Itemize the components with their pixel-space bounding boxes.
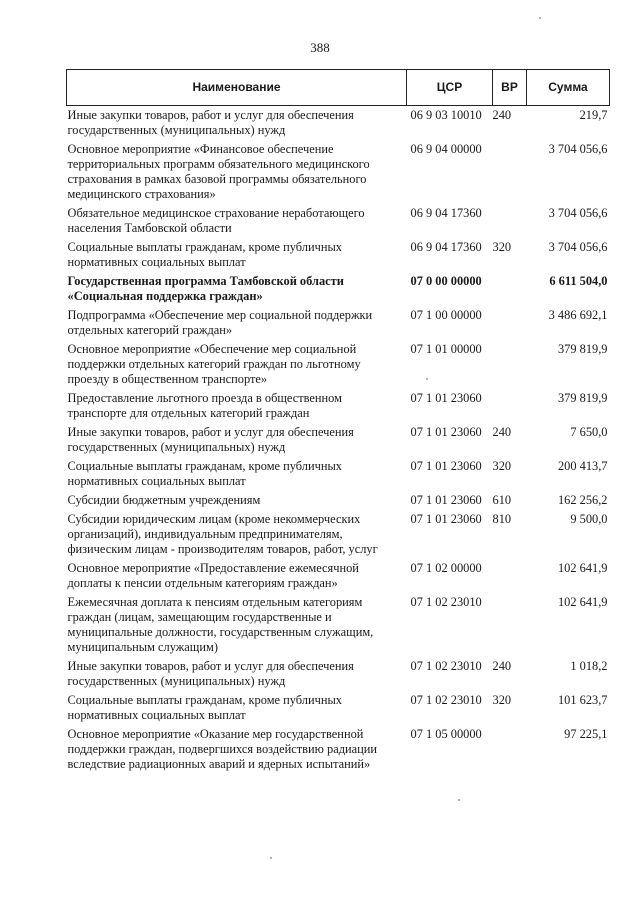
cell-vr: 320 bbox=[492, 459, 512, 473]
cell-name: Основное мероприятие «Финансовое обеспечение территориальных программ обязательного медицинского страхования в рамках базовой программы обязательного медицинского страхования» bbox=[67, 142, 370, 201]
cell-sum: 162 256,2 bbox=[557, 493, 608, 507]
cell-name: Ежемесячная доплата к пенсиям отдельным категориям граждан (лицам, замещающим государственные и муниципальные должности, государственным служащим, муниципальным служащим) bbox=[67, 595, 374, 654]
cell-sum: 3 704 056,6 bbox=[548, 142, 608, 156]
cell-csr: 07 1 01 23060 bbox=[410, 459, 482, 473]
header-vr: ВР bbox=[493, 70, 527, 106]
table-row bbox=[67, 459, 610, 493]
cell-vr bbox=[493, 595, 527, 659]
cell-name: Основное мероприятие «Обеспечение мер социальной поддержки отдельных категорий граждан по льготному проезду в общественном транспорте» bbox=[67, 342, 361, 386]
cell-name: Социальные выплаты гражданам, кроме публичных нормативных социальных выплат bbox=[67, 240, 342, 269]
cell-csr: 07 1 01 23060 bbox=[410, 425, 482, 439]
cell-name: Основное мероприятие «Оказание мер государственной поддержки граждан, подвергшихся воздействию радиации вследствие радиационных аварий и ядерных испытаний» bbox=[67, 727, 378, 771]
table-row bbox=[67, 512, 610, 561]
budget-table bbox=[66, 69, 610, 776]
cell-sum: 3 704 056,6 bbox=[548, 206, 608, 220]
table-row bbox=[67, 142, 610, 206]
table-row bbox=[67, 308, 610, 342]
cell-csr: 07 1 02 23010 bbox=[410, 595, 482, 609]
header-csr: ЦСР bbox=[407, 70, 493, 106]
cell-csr: 07 1 05 00000 bbox=[410, 727, 482, 741]
cell-name: Субсидии бюджетным учреждениям bbox=[67, 493, 261, 507]
table-row bbox=[67, 493, 610, 512]
cell-csr: 06 9 04 17360 bbox=[410, 240, 482, 254]
cell-csr: 07 0 00 00000 bbox=[410, 274, 482, 288]
table-header bbox=[67, 70, 610, 106]
cell-vr bbox=[493, 391, 527, 425]
cell-name: Социальные выплаты гражданам, кроме публичных нормативных социальных выплат bbox=[67, 693, 342, 722]
cell-sum: 1 018,2 bbox=[570, 659, 608, 673]
cell-sum: 7 650,0 bbox=[570, 425, 608, 439]
cell-vr: 320 bbox=[492, 693, 512, 707]
table-row bbox=[67, 206, 610, 240]
cell-vr: 810 bbox=[492, 512, 512, 526]
cell-sum: 97 225,1 bbox=[564, 727, 608, 741]
table-row bbox=[67, 274, 610, 308]
cell-vr bbox=[493, 274, 527, 308]
page-number: 388 bbox=[310, 40, 330, 55]
cell-vr bbox=[493, 142, 527, 206]
cell-name: Предоставление льготного проезда в общественном транспорте для отдельных категорий граждан bbox=[67, 391, 342, 420]
cell-vr bbox=[493, 561, 527, 595]
cell-vr: 610 bbox=[492, 493, 512, 507]
table-row bbox=[67, 727, 610, 776]
table-row bbox=[67, 425, 610, 459]
table-row bbox=[67, 391, 610, 425]
cell-csr: 06 9 04 17360 bbox=[410, 206, 482, 220]
cell-sum: 200 413,7 bbox=[557, 459, 608, 473]
cell-csr: 07 1 01 23060 bbox=[410, 391, 482, 405]
cell-sum: 3 704 056,6 bbox=[548, 240, 608, 254]
cell-csr: 07 1 02 23010 bbox=[410, 659, 482, 673]
cell-vr: 240 bbox=[492, 659, 512, 673]
cell-sum: 6 611 504,0 bbox=[549, 274, 608, 288]
cell-sum: 3 486 692,1 bbox=[548, 308, 608, 322]
table-row bbox=[67, 595, 610, 659]
cell-sum: 379 819,9 bbox=[557, 391, 608, 405]
cell-csr: 07 1 00 00000 bbox=[410, 308, 482, 322]
header-sum: Сумма bbox=[527, 70, 610, 106]
cell-vr: 240 bbox=[492, 425, 512, 439]
table-row bbox=[67, 659, 610, 693]
table-row bbox=[67, 561, 610, 595]
cell-name: Социальные выплаты гражданам, кроме публичных нормативных социальных выплат bbox=[67, 459, 342, 488]
cell-csr: 06 9 03 10010 bbox=[410, 108, 482, 122]
table-row bbox=[67, 693, 610, 727]
table-row bbox=[67, 240, 610, 274]
cell-csr: 07 1 01 23060 bbox=[410, 512, 482, 526]
scan-speck bbox=[270, 857, 272, 859]
scan-speck bbox=[426, 378, 428, 380]
cell-vr: 240 bbox=[492, 108, 512, 122]
cell-name: Иные закупки товаров, работ и услуг для обеспечения государственных (муниципальных) нужд bbox=[67, 108, 354, 137]
cell-csr: 07 1 02 00000 bbox=[410, 561, 482, 575]
cell-sum: 102 641,9 bbox=[557, 561, 608, 575]
cell-name: Основное мероприятие «Предоставление ежемесячной доплаты к пенсии отдельным категориям граждан» bbox=[67, 561, 359, 590]
cell-name: Иные закупки товаров, работ и услуг для обеспечения государственных (муниципальных) нужд bbox=[67, 425, 354, 454]
cell-name: Обязательное медицинское страхование неработающего населения Тамбовской области bbox=[67, 206, 365, 235]
cell-sum: 101 623,7 bbox=[557, 693, 608, 707]
table-row bbox=[67, 342, 610, 391]
scan-speck bbox=[458, 799, 460, 801]
cell-vr bbox=[493, 206, 527, 240]
cell-vr: 320 bbox=[492, 240, 512, 254]
cell-sum: 102 641,9 bbox=[557, 595, 608, 609]
table-row bbox=[67, 106, 610, 143]
cell-name: Подпрограмма «Обеспечение мер социальной поддержки отдельных категорий граждан» bbox=[67, 308, 373, 337]
cell-name: Государственная программа Тамбовской области «Социальная поддержка граждан» bbox=[67, 274, 344, 303]
cell-name: Иные закупки товаров, работ и услуг для обеспечения государственных (муниципальных) нужд bbox=[67, 659, 354, 688]
table-body bbox=[67, 106, 610, 777]
cell-csr: 07 1 01 00000 bbox=[410, 342, 482, 356]
cell-csr: 07 1 02 23010 bbox=[410, 693, 482, 707]
cell-vr bbox=[493, 308, 527, 342]
scan-speck bbox=[539, 17, 541, 19]
cell-vr bbox=[493, 342, 527, 391]
header-name: Наименование bbox=[67, 70, 407, 106]
cell-csr: 07 1 01 23060 bbox=[410, 493, 482, 507]
budget-table-container bbox=[66, 69, 609, 776]
cell-sum: 9 500,0 bbox=[570, 512, 608, 526]
cell-csr: 06 9 04 00000 bbox=[410, 142, 482, 156]
cell-sum: 219,7 bbox=[579, 108, 608, 122]
cell-sum: 379 819,9 bbox=[557, 342, 608, 356]
cell-vr bbox=[493, 727, 527, 776]
cell-name: Субсидии юридическим лицам (кроме некоммерческих организаций), индивидуальным предпринимателям, физическим лицам - производителям товаров, работ, услуг bbox=[67, 512, 378, 556]
